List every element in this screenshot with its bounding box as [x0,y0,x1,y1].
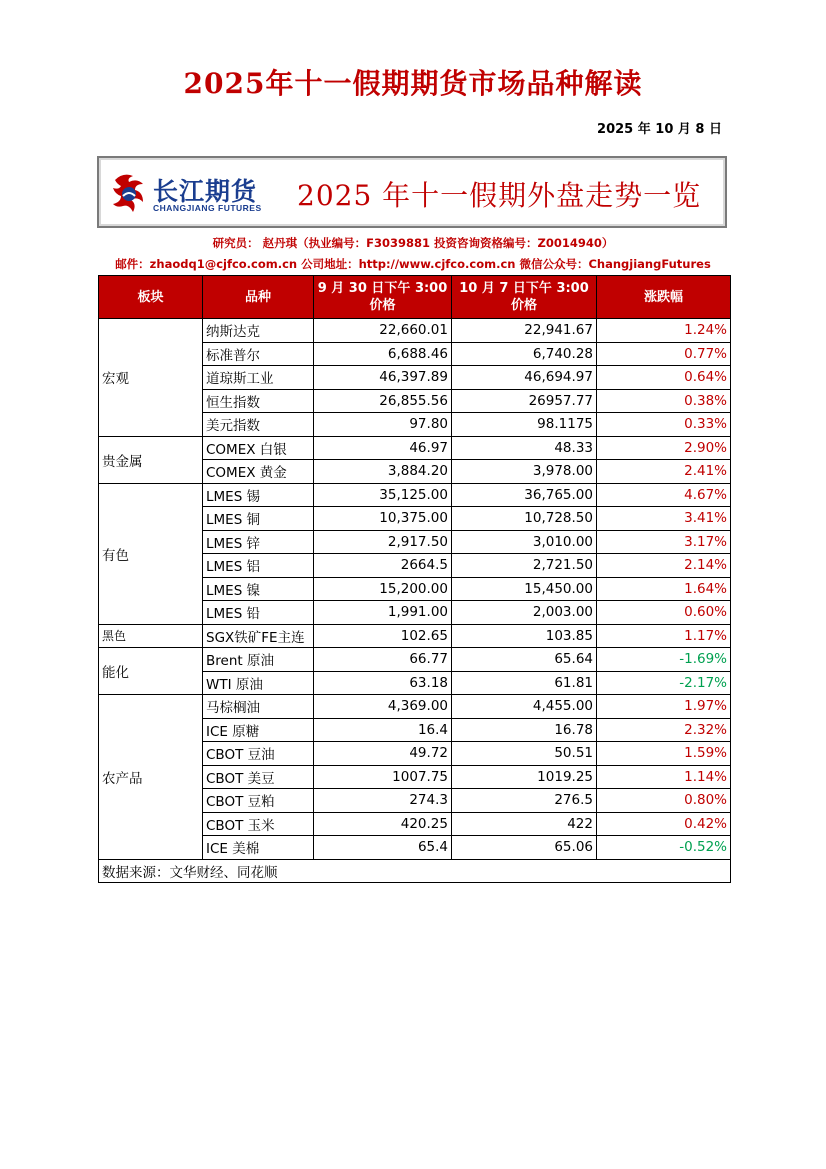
price-sep30-cell: 15,200.00 [314,577,452,601]
price-sep30-cell: 1,991.00 [314,601,452,625]
sector-cell: 有色 [99,483,203,624]
sector-cell: 农产品 [99,695,203,860]
item-cell: CBOT 玉米 [203,812,314,836]
change-cell: 1.24% [597,319,731,343]
item-cell: CBOT 豆油 [203,742,314,766]
change-cell: 0.77% [597,342,731,366]
price-oct7-cell: 1019.25 [452,765,597,789]
item-cell: CBOT 美豆 [203,765,314,789]
table-row [99,436,731,460]
header-sector: 板块 [99,276,203,319]
price-sep30-cell: 49.72 [314,742,452,766]
data-source: 数据来源：文华财经、同花顺 [99,859,731,883]
price-oct7-cell: 276.5 [452,789,597,813]
change-cell: -0.52% [597,836,731,860]
price-oct7-cell: 16.78 [452,718,597,742]
price-oct7-cell: 65.06 [452,836,597,860]
price-oct7-cell: 3,010.00 [452,530,597,554]
change-cell: -2.17% [597,671,731,695]
item-cell: 标准普尔 [203,342,314,366]
logo-text-en: CHANGJIANG FUTURES [153,203,262,213]
price-sep30-cell: 22,660.01 [314,319,452,343]
price-oct7-cell: 2,003.00 [452,601,597,625]
sector-cell: 能化 [99,648,203,695]
price-sep30-cell: 35,125.00 [314,483,452,507]
change-cell: 1.64% [597,577,731,601]
change-cell: 0.33% [597,413,731,437]
table-row [99,648,731,672]
change-cell: 1.59% [597,742,731,766]
price-sep30-cell: 66.77 [314,648,452,672]
price-sep30-cell: 10,375.00 [314,507,452,531]
change-cell: 2.32% [597,718,731,742]
item-cell: 马棕榈油 [203,695,314,719]
contact-info: 邮件：zhaodq1@cjfco.com.cn 公司地址：http://www.cjfco.com.cn 微信公众号：ChangjiangFutures [115,257,711,271]
sector-cell: 贵金属 [99,436,203,483]
price-oct7-cell: 50.51 [452,742,597,766]
item-cell: SGX铁矿FE主连 [203,624,314,648]
sector-cell: 宏观 [99,319,203,437]
change-cell: 0.80% [597,789,731,813]
report-date: 2025 年 10 月 8 日 [597,122,722,137]
table-row [99,695,731,719]
change-cell: 0.38% [597,389,731,413]
header-change: 涨跌幅 [597,276,731,319]
item-cell: ICE 美棉 [203,836,314,860]
price-oct7-cell: 46,694.97 [452,366,597,390]
price-sep30-cell: 274.3 [314,789,452,813]
header-item: 品种 [203,276,314,319]
change-cell: 2.41% [597,460,731,484]
item-cell: LMES 锡 [203,483,314,507]
price-sep30-cell: 26,855.56 [314,389,452,413]
page-title: 2025年十一假期期货市场品种解读 [183,67,643,100]
price-oct7-cell: 2,721.50 [452,554,597,578]
item-cell: 恒生指数 [203,389,314,413]
price-oct7-cell: 6,740.28 [452,342,597,366]
price-sep30-cell: 6,688.46 [314,342,452,366]
change-cell: 0.60% [597,601,731,625]
price-oct7-cell: 98.1175 [452,413,597,437]
price-oct7-cell: 103.85 [452,624,597,648]
company-logo [109,170,269,216]
price-sep30-cell: 4,369.00 [314,695,452,719]
price-sep30-cell: 420.25 [314,812,452,836]
change-cell: 4.67% [597,483,731,507]
source-row [99,859,731,883]
table-header-row [99,276,731,319]
price-oct7-cell: 61.81 [452,671,597,695]
table-row [99,483,731,507]
banner [97,156,727,228]
price-oct7-cell: 22,941.67 [452,319,597,343]
item-cell: LMES 铝 [203,554,314,578]
item-cell: 纳斯达克 [203,319,314,343]
table-row [99,624,731,648]
item-cell: COMEX 白银 [203,436,314,460]
price-sep30-cell: 2,917.50 [314,530,452,554]
sector-cell: 黑色 [99,624,203,648]
price-sep30-cell: 1007.75 [314,765,452,789]
logo-text-cn: 长江期货 [153,177,258,206]
item-cell: LMES 铅 [203,601,314,625]
item-cell: Brent 原油 [203,648,314,672]
researcher-info: 研究员： 赵丹琪（执业编号：F3039881 投资咨询资格编号：Z0014940） [212,236,614,250]
change-cell: -1.69% [597,648,731,672]
item-cell: ICE 原糖 [203,718,314,742]
item-cell: CBOT 豆粕 [203,789,314,813]
header-price-oct7: 10 月 7 日下午 3:00 价格 [452,276,597,319]
price-oct7-cell: 36,765.00 [452,483,597,507]
item-cell: COMEX 黄金 [203,460,314,484]
price-sep30-cell: 65.4 [314,836,452,860]
change-cell: 0.64% [597,366,731,390]
price-sep30-cell: 102.65 [314,624,452,648]
table-row [99,319,731,343]
item-cell: WTI 原油 [203,671,314,695]
item-cell: LMES 锌 [203,530,314,554]
price-sep30-cell: 46.97 [314,436,452,460]
change-cell: 3.41% [597,507,731,531]
price-oct7-cell: 10,728.50 [452,507,597,531]
item-cell: LMES 铜 [203,507,314,531]
item-cell: 道琼斯工业 [203,366,314,390]
change-cell: 3.17% [597,530,731,554]
item-cell: LMES 镍 [203,577,314,601]
banner-title: 2025 年十一假期外盘走势一览 [297,179,702,212]
price-oct7-cell: 48.33 [452,436,597,460]
change-cell: 2.90% [597,436,731,460]
price-sep30-cell: 3,884.20 [314,460,452,484]
futures-table [98,275,731,883]
change-cell: 1.97% [597,695,731,719]
price-oct7-cell: 26957.77 [452,389,597,413]
price-sep30-cell: 46,397.89 [314,366,452,390]
change-cell: 2.14% [597,554,731,578]
change-cell: 1.14% [597,765,731,789]
item-cell: 美元指数 [203,413,314,437]
price-sep30-cell: 97.80 [314,413,452,437]
price-oct7-cell: 4,455.00 [452,695,597,719]
price-oct7-cell: 422 [452,812,597,836]
price-sep30-cell: 2664.5 [314,554,452,578]
price-oct7-cell: 15,450.00 [452,577,597,601]
price-oct7-cell: 65.64 [452,648,597,672]
change-cell: 0.42% [597,812,731,836]
price-sep30-cell: 16.4 [314,718,452,742]
price-sep30-cell: 63.18 [314,671,452,695]
header-price-sep30: 9 月 30 日下午 3:00 价格 [314,276,452,319]
price-oct7-cell: 3,978.00 [452,460,597,484]
change-cell: 1.17% [597,624,731,648]
dragon-emblem-icon [109,170,149,216]
